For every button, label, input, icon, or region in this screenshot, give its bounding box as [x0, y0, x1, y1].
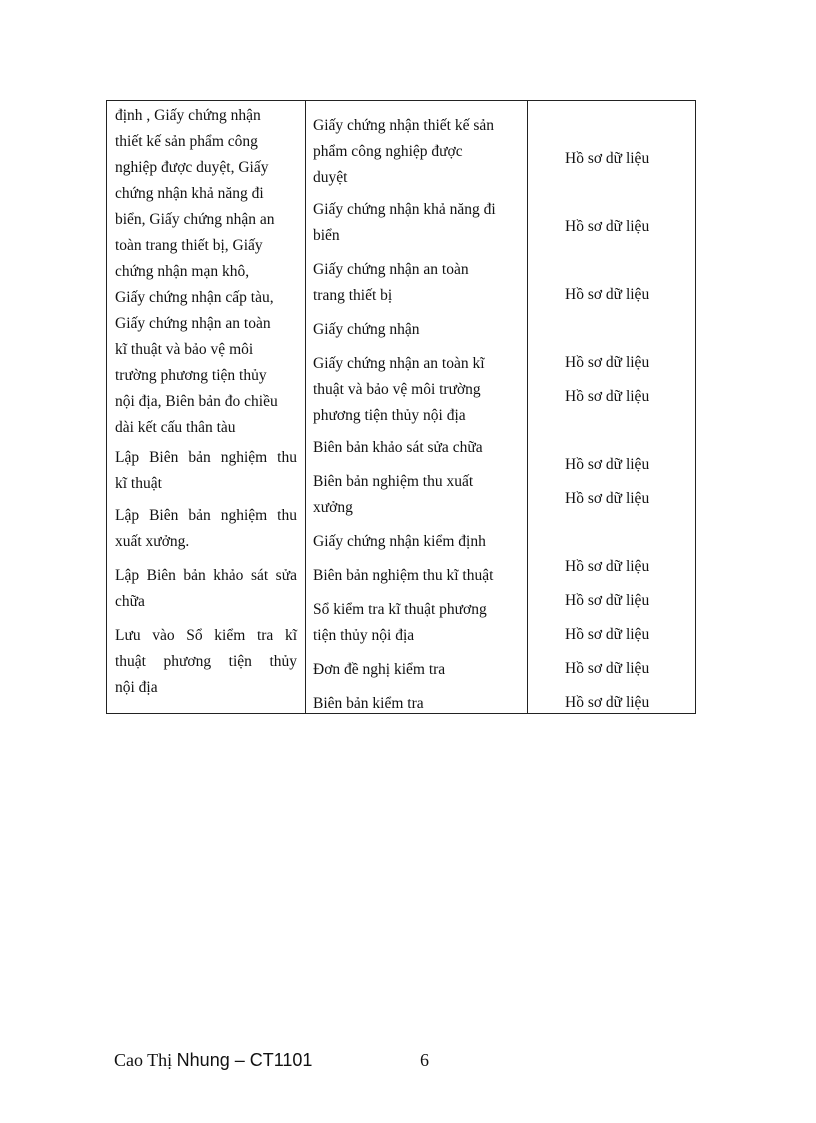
- author-name: [114, 1050, 312, 1071]
- col2-line: Giấy chứng nhận an toàn: [313, 261, 469, 278]
- col1-line: Giấy chứng nhận cấp tàu,: [115, 289, 274, 306]
- col1-line: nội địa: [115, 679, 158, 696]
- col1-line: Lập Biên bản khảo sát sửa: [115, 567, 297, 584]
- col3-line: Hồ sơ dữ liệu: [565, 286, 650, 303]
- col2-line: biển: [313, 227, 340, 244]
- col2-line: Giấy chứng nhận thiết kế sản: [313, 117, 495, 134]
- col1-line: kĩ thuật và bảo vệ môi: [115, 341, 254, 358]
- col1-line: thiết kế sản phẩm công: [115, 133, 258, 150]
- col3-line: Hồ sơ dữ liệu: [565, 456, 650, 473]
- col2-line: Biên bản nghiệm thu kĩ thuật: [313, 567, 494, 584]
- col1-line: biển, Giấy chứng nhận an: [115, 211, 275, 228]
- col1-line: kĩ thuật: [115, 475, 162, 492]
- col2-line: trang thiết bị: [313, 287, 393, 304]
- author-name-part1: Cao Thị: [114, 1050, 173, 1070]
- col1-line: Giấy chứng nhận an toàn: [115, 315, 271, 332]
- col1-line: nội địa, Biên bản đo chiều: [115, 393, 278, 410]
- document-table: [106, 100, 696, 714]
- col3-line: Hồ sơ dữ liệu: [565, 660, 650, 677]
- col2-line: Biên bản nghiệm thu xuất: [313, 473, 474, 490]
- col1-line: trường phương tiện thủy: [115, 367, 267, 384]
- col1-line: chứng nhận mạn khô,: [115, 263, 250, 280]
- col3-line: Hồ sơ dữ liệu: [565, 592, 650, 609]
- col2-line: Giấy chứng nhận kiểm định: [313, 533, 486, 550]
- col3-line: Hồ sơ dữ liệu: [565, 626, 650, 643]
- col3-line: Hồ sơ dữ liệu: [565, 388, 650, 405]
- col1-line: Lưu vào Sổ kiểm tra kĩ: [115, 627, 297, 644]
- col1-line: chữa: [115, 593, 145, 610]
- col2-line: Biên bản khảo sát sửa chữa: [313, 439, 483, 456]
- column-divider-1: [305, 101, 306, 713]
- col2-line: Giấy chứng nhận an toàn kĩ: [313, 355, 485, 372]
- col3-line: Hồ sơ dữ liệu: [565, 150, 650, 167]
- col3-line: Hồ sơ dữ liệu: [565, 354, 650, 371]
- page-number: 6: [420, 1050, 429, 1070]
- col2-line: xưởng: [313, 499, 353, 516]
- author-name-part2: Nhung – CT1101: [176, 1050, 313, 1070]
- col1-line: định , Giấy chứng nhận: [115, 107, 261, 124]
- col1-line: Lập Biên bản nghiệm thu: [115, 507, 297, 524]
- col3-line: Hồ sơ dữ liệu: [565, 558, 650, 575]
- col3-line: Hồ sơ dữ liệu: [565, 218, 650, 235]
- col2-line: Giấy chứng nhận: [313, 321, 420, 338]
- col3-line: Hồ sơ dữ liệu: [565, 694, 650, 711]
- col1-line: thuật phương tiện thủy: [115, 653, 297, 670]
- col2-line: Biên bản kiểm tra: [313, 695, 424, 712]
- col1-line: Lập Biên bản nghiệm thu: [115, 449, 297, 466]
- col2-line: Đơn đề nghị kiểm tra: [313, 661, 446, 678]
- col2-line: phẩm công nghiệp được: [313, 143, 463, 160]
- col3-line: Hồ sơ dữ liệu: [565, 490, 650, 507]
- col2-line: Sổ kiểm tra kĩ thuật phương: [313, 601, 487, 618]
- col2-line: tiện thủy nội địa: [313, 627, 415, 644]
- column-divider-2: [527, 101, 528, 713]
- col1-line: dài kết cấu thân tàu: [115, 419, 236, 436]
- col2-line: Giấy chứng nhận khả năng đi: [313, 201, 496, 218]
- col1-line: toàn trang thiết bị, Giấy: [115, 237, 263, 254]
- col2-line: phương tiện thủy nội địa: [313, 407, 466, 424]
- col1-line: nghiệp được duyệt, Giấy: [115, 159, 269, 176]
- col1-line: xuất xưởng.: [115, 533, 190, 550]
- col1-line: chứng nhận khả năng đi: [115, 185, 264, 202]
- col2-line: thuật và bảo vệ môi trường: [313, 381, 481, 398]
- col2-line: duyệt: [313, 169, 348, 186]
